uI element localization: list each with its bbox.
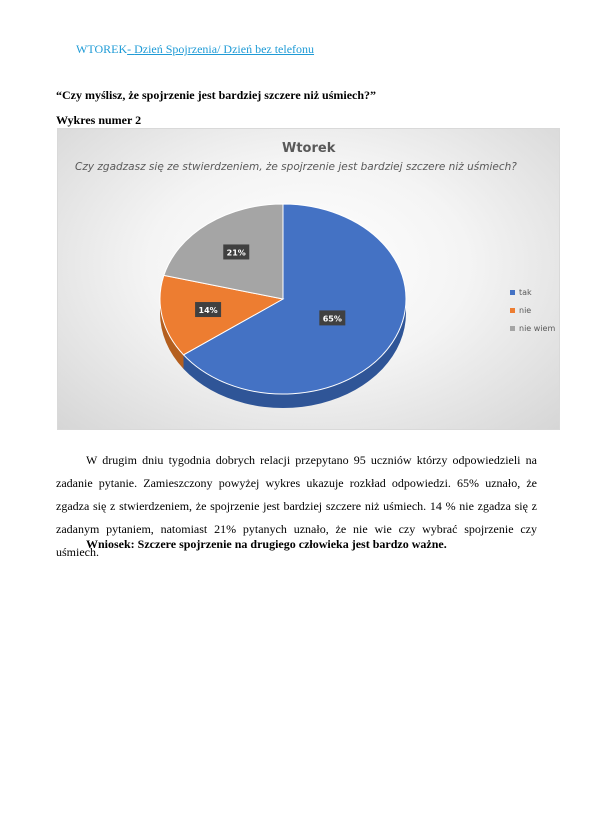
heading-dash: - bbox=[127, 42, 135, 56]
data-label-tak bbox=[319, 310, 345, 325]
results-paragraph: W drugim dniu tygodnia dobrych relacji przepytano 95 uczniów którzy odpowiedzieli na zadanie pytanie. Zamieszczony powyżej wykres ukazuje rozkład odpowiedzi. 65% uznało, że zgadza się z stwierdzeniem, że spojrzenie jest bardziej szczere niż uśmiech. 14 % nie zgadza się z zadanym pytaniem, natomiast 21% pytanych uznało, że nie wie czy wybrać spojrzenie czy uśmiech. bbox=[56, 453, 537, 559]
survey-question: “Czy myślisz, że spojrzenie jest bardziej szczere niż uśmiech?” bbox=[56, 88, 377, 102]
heading-title: Dzień Spojrzenia/ Dzień bez telefonu bbox=[134, 42, 315, 56]
legend-swatch-nie bbox=[510, 308, 515, 313]
heading-day: WTOREK bbox=[76, 42, 128, 56]
data-label-text: 21% bbox=[226, 248, 246, 258]
page-heading-link[interactable] bbox=[76, 42, 314, 57]
legend-label-tak: tak bbox=[519, 288, 532, 297]
chart-caption: Wykres numer 2 bbox=[56, 113, 142, 127]
chart-subtitle: Czy zgadzasz się ze stwierdzeniem, że spojrzenie jest bardziej szczere niż uśmiech? bbox=[75, 161, 517, 173]
conclusion-text: Wniosek: Szczere spojrzenie na drugiego człowieka jest bardzo ważne. bbox=[86, 537, 447, 551]
chart-title: Wtorek bbox=[282, 141, 336, 156]
legend-label-nie-wiem: nie wiem bbox=[519, 324, 556, 333]
data-label-text: 14% bbox=[198, 306, 218, 316]
data-label-nie-wiem bbox=[223, 244, 249, 259]
legend-swatch-tak bbox=[510, 290, 515, 295]
pie-chart-svg bbox=[58, 129, 561, 431]
data-label-text: 65% bbox=[322, 314, 342, 324]
pie-chart bbox=[57, 128, 560, 430]
legend-swatch-nie-wiem bbox=[510, 326, 515, 331]
legend-label-nie: nie bbox=[519, 306, 532, 315]
data-label-nie bbox=[195, 302, 221, 317]
